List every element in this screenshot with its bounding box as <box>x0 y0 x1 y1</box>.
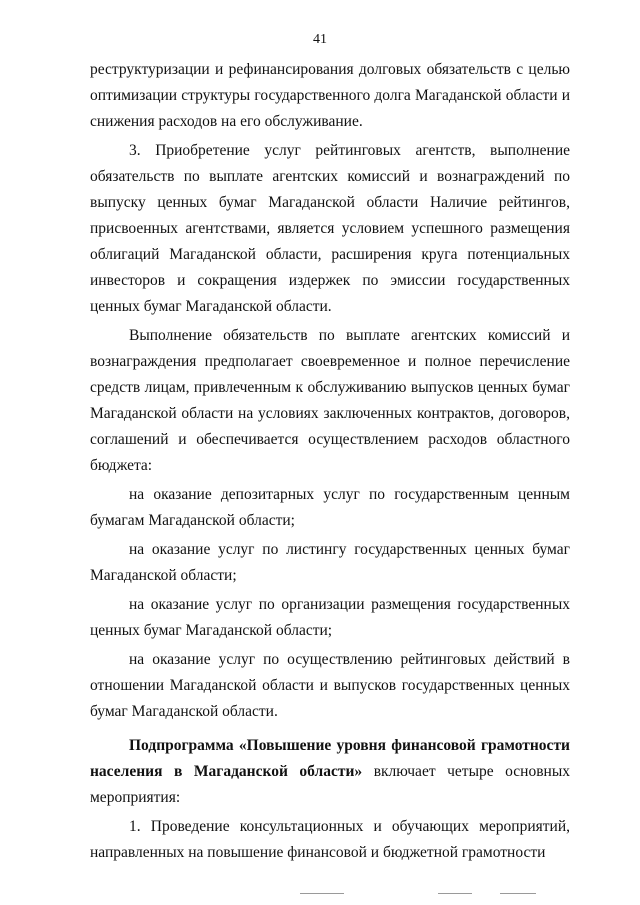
subprogram-title: Подпрограмма «Повышение уровня финансовой грамотности населения в Магаданской области» <box>90 737 570 780</box>
list-item-rating-actions: на оказание услуг по осуществлению рейтинговых действий в отношении Магаданской области и выпусков государственных ценных бумаг Магаданской области. <box>90 651 570 720</box>
paragraph-agent-commissions: Выполнение обязательств по выплате агентских комиссий и вознаграждения предполагает своевременное и полное перечисление средств лицам, привлеченным к обслуживанию выпусков ценных бумаг Магаданской области на условиях заключенных контрактов, договоров, соглашений и обеспечивается осуществлением расходов областного бюджета: <box>90 327 570 474</box>
paragraph-debt-restructuring: реструктуризации и рефинансирования долговых обязательств с целью оптимизации структуры государственного долга Магаданской области и снижения расходов на его обслуживание. <box>90 61 570 130</box>
footer-scan-marks <box>0 893 640 897</box>
footer-mark-right <box>500 893 536 894</box>
paragraph-rating-agencies: 3. Приобретение услуг рейтинговых агентств, выполнение обязательств по выплате агентских комиссий и вознаграждений по выпуску ценных бумаг Магаданской области Наличие рейтингов, присвоенных агентствами, является условием успешного размещения облигаций Магаданской области, расширения круга потенциальных инвесторов и сокращения издержек по эмиссии государственных ценных бумаг Магаданской области. <box>90 142 570 315</box>
list-item-placement-services: на оказание услуг по организации размещения государственных ценных бумаг Магаданской области; <box>90 596 570 639</box>
list-item-depository-services: на оказание депозитарных услуг по государственным ценным бумагам Магаданской области; <box>90 486 570 529</box>
paragraph-consultation-events: 1. Проведение консультационных и обучающих мероприятий, направленных на повышение финансовой и бюджетной грамотности <box>90 818 570 861</box>
document-body <box>90 57 570 866</box>
page-number: 41 <box>313 32 327 47</box>
list-item-listing-services: на оказание услуг по листингу государственных ценных бумаг Магаданской области; <box>90 541 570 584</box>
footer-mark-middle <box>438 893 472 894</box>
paragraph-subprogram <box>90 733 570 811</box>
subprogram-description: включает четыре основных мероприятия: <box>90 763 570 806</box>
footer-mark-left <box>300 893 344 894</box>
